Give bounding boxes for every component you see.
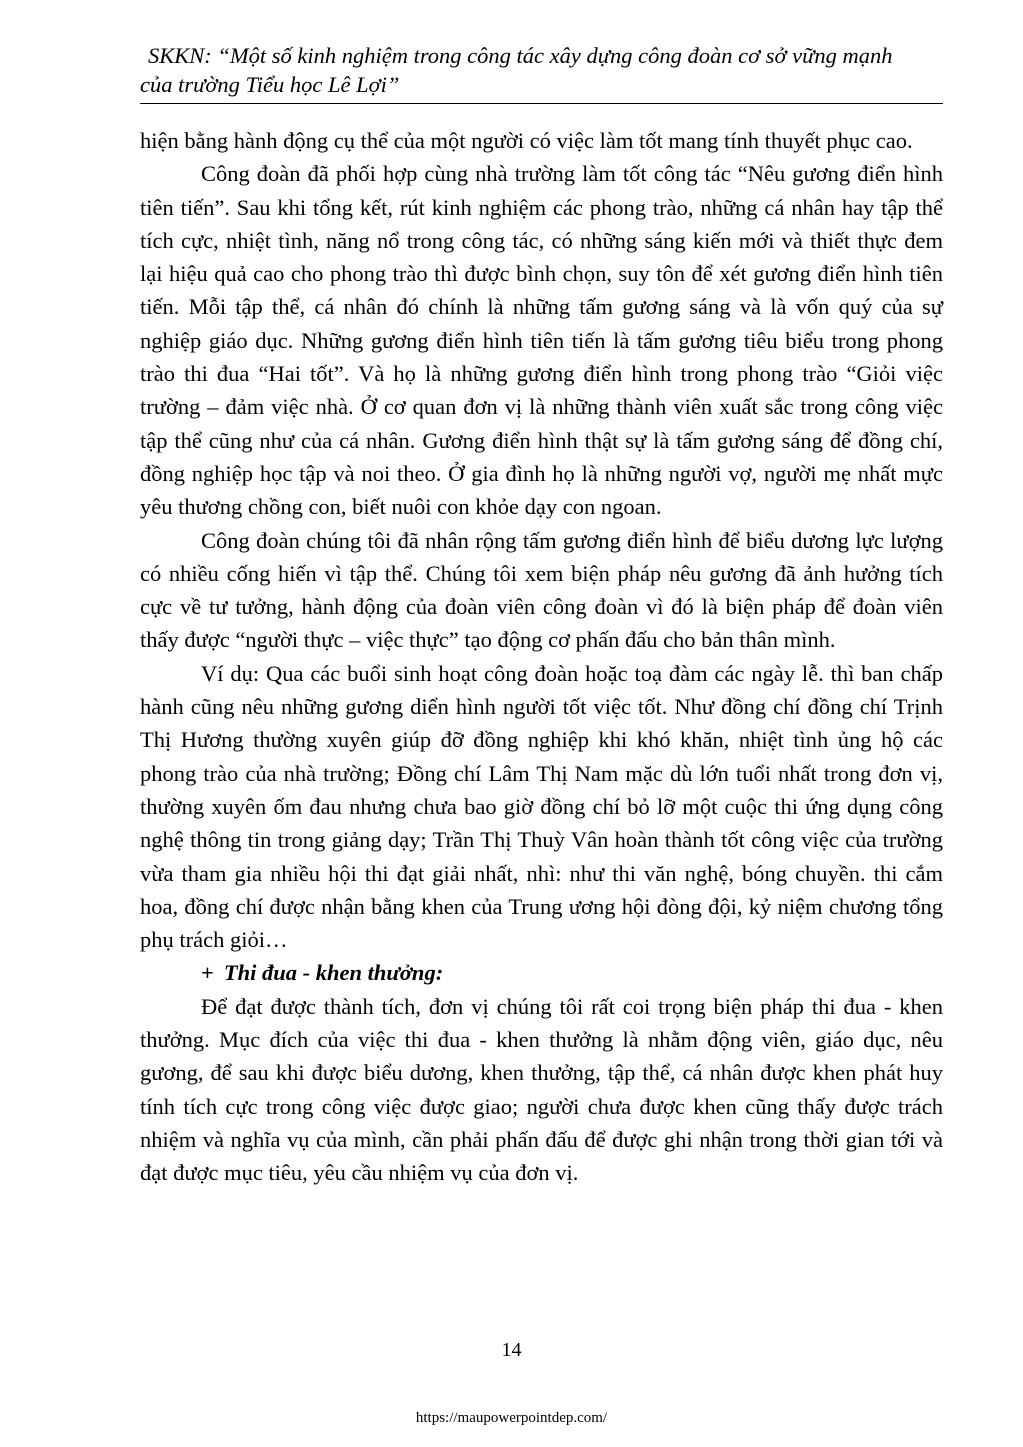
paragraph-continuation: hiện bằng hành động cụ thể của một người có việc làm tốt mang tính thuyết phục cao. xyxy=(140,128,913,153)
paragraph-ví-dụ: Ví dụ: Qua các buổi sinh hoạt công đoàn hoặc toạ đàm các ngày lễ. thì ban chấp hành cũng nêu những gương diển hình người tốt việc tốt. Như đồng chí đồng chí Trịnh Thị Hương thường xuyên giúp đỡ đồng nghiệp khi khó khăn, nhiệt tình ủng hộ các phong trào của nhà trường; Đồng chí Lâm Thị Nam mặc dù lớn tuổi nhất trong đơn vị, thường xuyên ốm đau nhưng chưa bao giờ đồng chí bỏ lỡ một cuộc thi ứng dụng công nghệ thông tin trong giảng dạy; Trần Thị Thuỳ Vân hoàn thành tốt công việc của trường vừa tham gia nhiều hội thi đạt giải nhất, nhì: như thi văn nghệ, bóng chuyền. thi cắm hoa, đồng chí được nhận bằng khen của Trung ương hội đòng đội, kỷ niệm chương tổng phụ trách giỏi… xyxy=(140,660,943,953)
paragraph-nêu-gương: Công đoàn đã phối hợp cùng nhà trường làm tốt công tác “Nêu gương điển hình tiên tiến”. Sau khi tổng kết, rút kinh nghiệm các phong trào, những cá nhân hay tập thể tích cực, nhiệt tình, năng nổ trong công tác, có những sáng kiến mới và thiết thực đem lại hiệu quả cao cho phong trào thì được bình chọn, suy tôn để xét gương điển hình tiên tiến. Mỗi tập thể, cá nhân đó chính là những tấm gương sáng và là vốn quý của sự nghiệp giáo dục. Những gương điển hình tiên tiến là tấm gương tiêu biểu trong phong trào thi đua “Hai tốt”. Và họ là những gương điển hình trong phong trào “Giỏi việc trường – đảm việc nhà. Ở cơ quan đơn vị là những thành viên xuất sắc trong công việc tập thể cũng như của cá nhân. Gương điển hình thật sự là tấm gương sáng để đồng chí, đồng nghiệp học tập và noi theo. Ở gia đình họ là những người vợ, người mẹ nhất mực yêu thương chồng con, biết nuôi con khỏe dạy con ngoan. xyxy=(140,161,943,520)
page-number: 14 xyxy=(501,1339,522,1361)
paragraph-thi-đua: Để đạt được thành tích, đơn vị chúng tôi rất coi trọng biện pháp thi đua - khen thưởng. Mục đích của việc thi đua - khen thưởng là nhằm động viên, giáo dục, nêu gương, để sau khi được biểu dương, khen thưởng, tập thể, cá nhân được khen phát huy tính tích cực trong công việc được giao; người chưa được khen cũng thấy được trách nhiệm và nghĩa vụ của mình, cần phải phấn đấu để được ghi nhận trong thời gian tới và đạt được mục tiêu, yêu cầu nhiệm vụ của đơn vị. xyxy=(140,993,943,1186)
section-heading xyxy=(140,956,943,989)
footer-url: https://maupowerpointdep.com/ xyxy=(415,1410,608,1426)
paragraph-nhân-rộng: Công đoàn chúng tôi đã nhân rộng tấm gương điển hình để biểu dương lực lượng có nhiều cống hiến vì tập thể. Chúng tôi xem biện pháp nêu gương đã ảnh hưởng tích cực về tư tưởng, hành động của đoàn viên công đoàn vì đó là biện pháp để đoàn viên thấy được “người thực – việc thực” tạo động cơ phấn đấu cho bản thân mình. xyxy=(140,527,943,653)
page-header xyxy=(140,41,943,104)
document-body xyxy=(140,124,943,1190)
header-title-line-1: SKKN: “Một số kinh nghiệm trong công tác xây dựng công đoàn cơ sở vững mạnh xyxy=(148,43,893,68)
section-heading-title: Thi đua - khen thưởng: xyxy=(223,960,444,986)
section-bullet: + xyxy=(201,960,214,986)
header-title-line-2: của trường Tiểu học Lê Lợi” xyxy=(140,72,400,97)
